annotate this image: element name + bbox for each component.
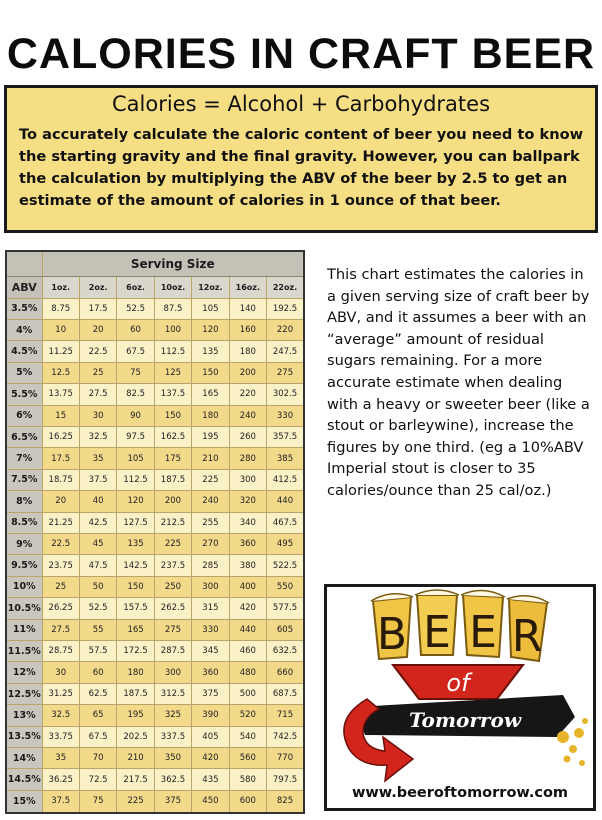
calorie-cell: 280 (229, 448, 266, 469)
calorie-cell: 285 (192, 555, 229, 576)
calorie-cell: 18.75 (42, 469, 79, 490)
calorie-cell: 400 (229, 576, 266, 597)
calorie-cell: 440 (229, 619, 266, 640)
calorie-cell: 360 (229, 533, 266, 554)
table-row (6, 319, 304, 340)
abv-cell: 6% (6, 405, 42, 426)
calorie-cell: 67.5 (79, 726, 116, 747)
calorie-cell: 135 (117, 533, 154, 554)
abv-cell: 3.5% (6, 298, 42, 319)
calorie-cell: 200 (154, 491, 191, 512)
calorie-cell: 357.5 (267, 426, 304, 447)
column-header-22oz: 22oz. (267, 276, 304, 298)
table-body (6, 298, 304, 813)
calorie-cell: 435 (192, 769, 229, 790)
abv-cell: 11.5% (6, 641, 42, 662)
calorie-cell: 275 (154, 619, 191, 640)
calorie-cell: 25 (42, 576, 79, 597)
calorie-cell: 237.5 (154, 555, 191, 576)
abv-cell: 7% (6, 448, 42, 469)
calorie-cell: 175 (154, 448, 191, 469)
calorie-cell: 467.5 (267, 512, 304, 533)
calorie-cell: 150 (154, 405, 191, 426)
calorie-cell: 172.5 (117, 641, 154, 662)
calorie-cell: 125 (154, 362, 191, 383)
calorie-cell: 300 (192, 576, 229, 597)
calorie-cell: 380 (229, 555, 266, 576)
calorie-cell: 157.5 (117, 598, 154, 619)
abv-cell: 10% (6, 576, 42, 597)
calorie-cell: 97.5 (117, 426, 154, 447)
calorie-cell: 350 (154, 748, 191, 769)
calorie-cell: 27.5 (79, 384, 116, 405)
abv-cell: 11% (6, 619, 42, 640)
calorie-cell: 50 (79, 576, 116, 597)
table-row (6, 705, 304, 726)
calorie-cell: 47.5 (79, 555, 116, 576)
calorie-cell: 187.5 (154, 469, 191, 490)
calorie-cell: 345 (192, 641, 229, 662)
calorie-cell: 275 (267, 362, 304, 383)
calorie-cell: 770 (267, 748, 304, 769)
calorie-cell: 195 (117, 705, 154, 726)
calorie-cell: 330 (192, 619, 229, 640)
calorie-cell: 220 (267, 319, 304, 340)
table-row (6, 341, 304, 362)
calorie-cell: 605 (267, 619, 304, 640)
calorie-cell: 577.5 (267, 598, 304, 619)
table-row (6, 555, 304, 576)
calorie-cell: 90 (117, 405, 154, 426)
calorie-cell: 825 (267, 790, 304, 813)
calorie-cell: 240 (192, 491, 229, 512)
calorie-cell: 70 (79, 748, 116, 769)
calorie-cell: 35 (42, 748, 79, 769)
calorie-cell: 105 (117, 448, 154, 469)
calorie-cell: 180 (192, 405, 229, 426)
calorie-cell: 57.5 (79, 641, 116, 662)
calorie-cell: 160 (229, 319, 266, 340)
abv-cell: 10.5% (6, 598, 42, 619)
abv-cell: 4.5% (6, 341, 42, 362)
calorie-cell: 312.5 (154, 683, 191, 704)
calorie-cell: 302.5 (267, 384, 304, 405)
abv-cell: 13% (6, 705, 42, 726)
table-row (6, 790, 304, 813)
calorie-cell: 225 (154, 533, 191, 554)
calorie-cell: 100 (154, 319, 191, 340)
calorie-cell: 687.5 (267, 683, 304, 704)
calorie-cell: 27.5 (42, 619, 79, 640)
calorie-cell: 210 (117, 748, 154, 769)
calorie-cell: 10 (42, 319, 79, 340)
calorie-cell: 150 (192, 362, 229, 383)
calorie-cell: 112.5 (154, 341, 191, 362)
calorie-cell: 420 (192, 748, 229, 769)
calorie-cell: 600 (229, 790, 266, 813)
table-row (6, 662, 304, 683)
calorie-cell: 52.5 (117, 298, 154, 319)
calorie-cell: 16.25 (42, 426, 79, 447)
table-row (6, 619, 304, 640)
calorie-cell: 262.5 (154, 598, 191, 619)
calorie-cell: 797.5 (267, 769, 304, 790)
logo-tomorrow-text: Tomorrow (408, 708, 522, 732)
abv-cell: 6.5% (6, 426, 42, 447)
calorie-cell: 315 (192, 598, 229, 619)
logo-letter-r: R (511, 611, 543, 662)
calorie-cell: 67.5 (117, 341, 154, 362)
abv-cell: 8.5% (6, 512, 42, 533)
page-title: CALORIES IN CRAFT BEER (6, 30, 596, 78)
table-row (6, 641, 304, 662)
abv-cell: 14% (6, 748, 42, 769)
abv-cell: 9.5% (6, 555, 42, 576)
table-row (6, 769, 304, 790)
table-row (6, 683, 304, 704)
calorie-cell: 287.5 (154, 641, 191, 662)
formula-description: To accurately calculate the caloric content of beer you need to know the starting gravity and the final gravity. However, you can ballpark the calculation by multiplying the ABV of the beer by 2.5 to get an estimate of the amount of calories in 1 ounce of that beer. (19, 126, 584, 209)
calorie-cell: 112.5 (117, 469, 154, 490)
calorie-cell: 580 (229, 769, 266, 790)
calorie-cell: 742.5 (267, 726, 304, 747)
calorie-cell: 187.5 (117, 683, 154, 704)
table-corner (6, 251, 42, 276)
calorie-cell: 32.5 (42, 705, 79, 726)
calorie-cell: 8.75 (42, 298, 79, 319)
calorie-cell: 420 (229, 598, 266, 619)
table-row (6, 748, 304, 769)
column-header-16oz: 16oz. (229, 276, 266, 298)
calorie-cell: 142.5 (117, 555, 154, 576)
calorie-cell: 375 (192, 683, 229, 704)
abv-cell: 12% (6, 662, 42, 683)
calorie-cell: 87.5 (154, 298, 191, 319)
calorie-cell: 247.5 (267, 341, 304, 362)
table-row (6, 726, 304, 747)
calorie-cell: 325 (154, 705, 191, 726)
calorie-cell: 28.75 (42, 641, 79, 662)
abv-cell: 12.5% (6, 683, 42, 704)
formula-box (4, 85, 598, 233)
calorie-cell: 20 (79, 319, 116, 340)
column-header-2oz: 2oz. (79, 276, 116, 298)
calorie-cell: 22.5 (79, 341, 116, 362)
calorie-cell: 522.5 (267, 555, 304, 576)
calorie-cell: 300 (154, 662, 191, 683)
beer-of-tomorrow-logo[interactable] (324, 584, 596, 811)
calorie-cell: 165 (192, 384, 229, 405)
abv-cell: 9% (6, 533, 42, 554)
calorie-cell: 240 (229, 405, 266, 426)
calorie-cell: 405 (192, 726, 229, 747)
calorie-cell: 300 (229, 469, 266, 490)
calorie-cell: 660 (267, 662, 304, 683)
calorie-cell: 75 (117, 362, 154, 383)
table-row (6, 448, 304, 469)
calorie-cell: 150 (117, 576, 154, 597)
calorie-cell: 60 (79, 662, 116, 683)
abv-cell: 14.5% (6, 769, 42, 790)
calorie-cell: 32.5 (79, 426, 116, 447)
calorie-cell: 17.5 (79, 298, 116, 319)
calorie-cell: 62.5 (79, 683, 116, 704)
calorie-cell: 270 (192, 533, 229, 554)
calorie-cell: 632.5 (267, 641, 304, 662)
table-row (6, 426, 304, 447)
calorie-cell: 520 (229, 705, 266, 726)
calorie-cell: 385 (267, 448, 304, 469)
calorie-cell: 250 (154, 576, 191, 597)
calorie-cell: 540 (229, 726, 266, 747)
calorie-cell: 320 (229, 491, 266, 512)
calorie-cell: 137.5 (154, 384, 191, 405)
abv-column-header: ABV (6, 276, 42, 298)
calorie-cell: 25 (79, 362, 116, 383)
calorie-cell: 37.5 (79, 469, 116, 490)
calorie-cell: 21.25 (42, 512, 79, 533)
calorie-cell: 17.5 (42, 448, 79, 469)
calorie-cell: 75 (79, 790, 116, 813)
calorie-cell: 337.5 (154, 726, 191, 747)
calorie-cell: 127.5 (117, 512, 154, 533)
abv-cell: 5% (6, 362, 42, 383)
calorie-cell: 20 (42, 491, 79, 512)
formula-heading: Calories = Alcohol + Carbohydrates (111, 92, 491, 116)
table-row (6, 491, 304, 512)
calorie-table (5, 250, 305, 814)
calorie-cell: 105 (192, 298, 229, 319)
table-row (6, 598, 304, 619)
calorie-cell: 412.5 (267, 469, 304, 490)
calorie-cell: 36.25 (42, 769, 79, 790)
calorie-cell: 135 (192, 341, 229, 362)
calorie-cell: 60 (117, 319, 154, 340)
calorie-cell: 23.75 (42, 555, 79, 576)
calorie-cell: 65 (79, 705, 116, 726)
abv-cell: 13.5% (6, 726, 42, 747)
abv-cell: 5.5% (6, 384, 42, 405)
logo-letter-e2: E (469, 607, 497, 658)
calorie-cell: 200 (229, 362, 266, 383)
calorie-cell: 217.5 (117, 769, 154, 790)
calorie-cell: 450 (192, 790, 229, 813)
calorie-cell: 390 (192, 705, 229, 726)
abv-cell: 7.5% (6, 469, 42, 490)
calorie-cell: 480 (229, 662, 266, 683)
calorie-cell: 715 (267, 705, 304, 726)
calorie-cell: 30 (79, 405, 116, 426)
calorie-cell: 37.5 (42, 790, 79, 813)
logo-of-text: of (446, 669, 470, 697)
calorie-cell: 11.25 (42, 341, 79, 362)
logo-letter-e1: E (423, 607, 451, 658)
calorie-cell: 500 (229, 683, 266, 704)
calorie-cell: 212.5 (154, 512, 191, 533)
logo-graphic (327, 587, 593, 787)
abv-cell: 15% (6, 790, 42, 813)
abv-cell: 4% (6, 319, 42, 340)
calorie-cell: 162.5 (154, 426, 191, 447)
abv-cell: 8% (6, 491, 42, 512)
calorie-cell: 202.5 (117, 726, 154, 747)
calorie-cell: 330 (267, 405, 304, 426)
calorie-cell: 180 (229, 341, 266, 362)
table-row (6, 512, 304, 533)
calorie-cell: 72.5 (79, 769, 116, 790)
table-row (6, 405, 304, 426)
column-header-10oz: 10oz. (154, 276, 191, 298)
table-row (6, 384, 304, 405)
table-row (6, 576, 304, 597)
calorie-cell: 40 (79, 491, 116, 512)
calorie-cell: 440 (267, 491, 304, 512)
calorie-cell: 26.25 (42, 598, 79, 619)
calorie-cell: 165 (117, 619, 154, 640)
calorie-cell: 210 (192, 448, 229, 469)
calorie-cell: 460 (229, 641, 266, 662)
calorie-cell: 495 (267, 533, 304, 554)
calorie-cell: 15 (42, 405, 79, 426)
column-header-12oz: 12oz. (192, 276, 229, 298)
calorie-cell: 225 (117, 790, 154, 813)
calorie-cell: 82.5 (117, 384, 154, 405)
calorie-cell: 13.75 (42, 384, 79, 405)
calorie-cell: 550 (267, 576, 304, 597)
calorie-cell: 375 (154, 790, 191, 813)
calorie-cell: 255 (192, 512, 229, 533)
calorie-cell: 45 (79, 533, 116, 554)
calorie-cell: 42.5 (79, 512, 116, 533)
table-row (6, 298, 304, 319)
calorie-cell: 33.75 (42, 726, 79, 747)
column-header-6oz: 6oz. (117, 276, 154, 298)
serving-size-header: Serving Size (42, 251, 304, 276)
table-row (6, 533, 304, 554)
calorie-cell: 362.5 (154, 769, 191, 790)
calorie-cell: 52.5 (79, 598, 116, 619)
calorie-cell: 360 (192, 662, 229, 683)
calorie-cell: 195 (192, 426, 229, 447)
chart-explanation: This chart estimates the calories in a given serving size of craft beer by ABV, and it assumes a beer with an “average” amount of residual sugars remaining. For a more accurate estimate when dealing with a heavy or sweeter beer (like a stout or barleywine), increase the figures by one third. (eg a 10%ABV Imperial stout is closer to 35 calories/ounce than 25 cal/oz.) (327, 266, 590, 499)
calorie-cell: 192.5 (267, 298, 304, 319)
calorie-cell: 120 (192, 319, 229, 340)
calorie-cell: 340 (229, 512, 266, 533)
calorie-cell: 12.5 (42, 362, 79, 383)
calorie-cell: 225 (192, 469, 229, 490)
calorie-cell: 260 (229, 426, 266, 447)
calorie-cell: 220 (229, 384, 266, 405)
logo-letter-b: B (376, 609, 408, 660)
calorie-cell: 560 (229, 748, 266, 769)
calorie-cell: 55 (79, 619, 116, 640)
calorie-cell: 31.25 (42, 683, 79, 704)
website-url-link[interactable]: www.beeroftomorrow.com (351, 785, 569, 801)
calorie-cell: 120 (117, 491, 154, 512)
calorie-cell: 180 (117, 662, 154, 683)
calorie-cell: 22.5 (42, 533, 79, 554)
table-row (6, 469, 304, 490)
calorie-cell: 35 (79, 448, 116, 469)
calorie-cell: 140 (229, 298, 266, 319)
column-header-1oz: 1oz. (42, 276, 79, 298)
calorie-cell: 30 (42, 662, 79, 683)
table-row (6, 362, 304, 383)
